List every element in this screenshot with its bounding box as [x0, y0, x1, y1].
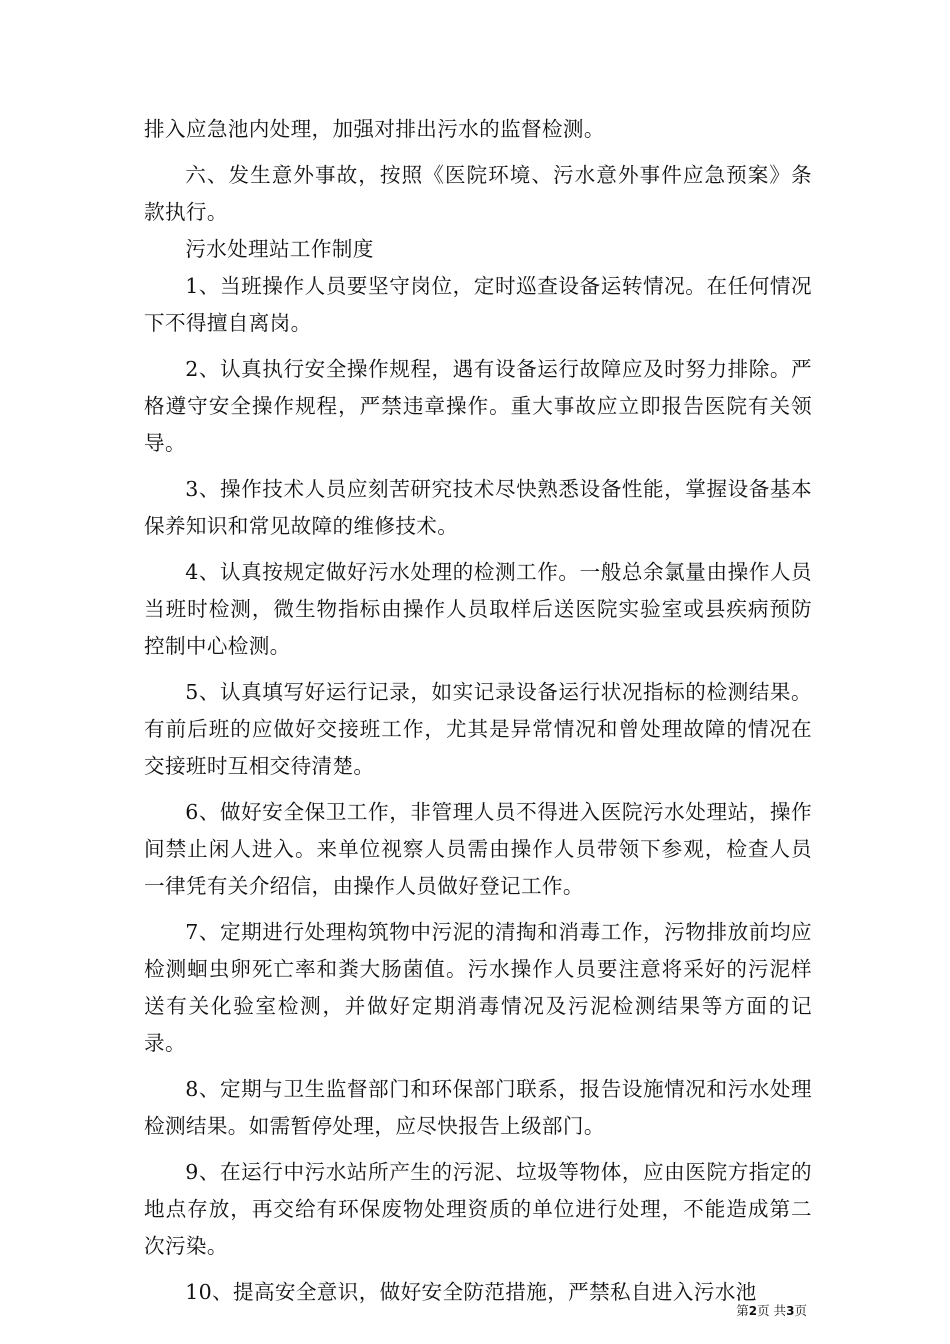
paragraph-section-six: 六、发生意外事故，按照《医院环境、污水意外事件应急预案》条款执行。 — [144, 163, 812, 224]
footer-middle: 页 共 — [757, 1303, 787, 1318]
total-pages-number: 3 — [786, 1304, 795, 1318]
rule-item-5: 5、认真填写好运行记录，如实记录设备运行状况指标的检测结果。有前后班的应做好交接班工作，尤其是异常情况和曾处理故障的情况在交接班时互相交待清楚。 — [144, 680, 812, 778]
document-body — [144, 111, 812, 1311]
current-page-number: 2 — [748, 1304, 758, 1318]
footer-suffix: 页 — [794, 1303, 807, 1318]
rule-item-1: 1、当班操作人员要坚守岗位，定时巡查设备运转情况。在任何情况下不得擅自离岗。 — [144, 274, 812, 335]
rule-item-7: 7、定期进行处理构筑物中污泥的清掏和消毒工作，污物排放前均应检测蛔虫卵死亡率和粪大肠菌值。污水操作人员要注意将采好的污泥样送有关化验室检测，并做好定期消毒情况及污泥检测结果等方面的记录。 — [144, 920, 812, 1055]
rule-item-9: 9、在运行中污水站所产生的污泥、垃圾等物体，应由医院方指定的地点存放，再交给有环保废物处理资质的单位进行处理，不能造成第二次污染。 — [144, 1160, 812, 1258]
rule-item-3: 3、操作技术人员应刻苦研究技术尽快熟悉设备性能，掌握设备基本保养知识和常见故障的维修技术。 — [144, 477, 812, 538]
rule-item-4: 4、认真按规定做好污水处理的检测工作。一般总余氯量由操作人员当班时检测，微生物指标由操作人员取样后送医院实验室或县疾病预防控制中心检测。 — [144, 560, 812, 658]
page-number-footer — [736, 1303, 807, 1319]
section-heading: 污水处理站工作制度 — [185, 237, 374, 261]
rule-item-6: 6、做好安全保卫工作，非管理人员不得进入医院污水处理站，操作间禁止闲人进入。来单位视察人员需由操作人员带领下参观，检查人员一律凭有关介绍信，由操作人员做好登记工作。 — [144, 800, 812, 898]
paragraph-continuation: 排入应急池内处理，加强对排出污水的监督检测。 — [144, 117, 605, 141]
rule-item-8: 8、定期与卫生监督部门和环保部门联系，报告设施情况和污水处理检测结果。如需暂停处理，应尽快报告上级部门。 — [144, 1077, 812, 1138]
rule-item-2: 2、认真执行安全操作规程，遇有设备运行故障应及时努力排除。严格遵守安全操作规程，严禁违章操作。重大事故应立即报告医院有关领导。 — [144, 357, 812, 455]
footer-prefix: 第 — [736, 1303, 749, 1318]
rule-item-10: 10、提高安全意识，做好安全防范措施，严禁私自进入污水池 — [185, 1280, 757, 1304]
